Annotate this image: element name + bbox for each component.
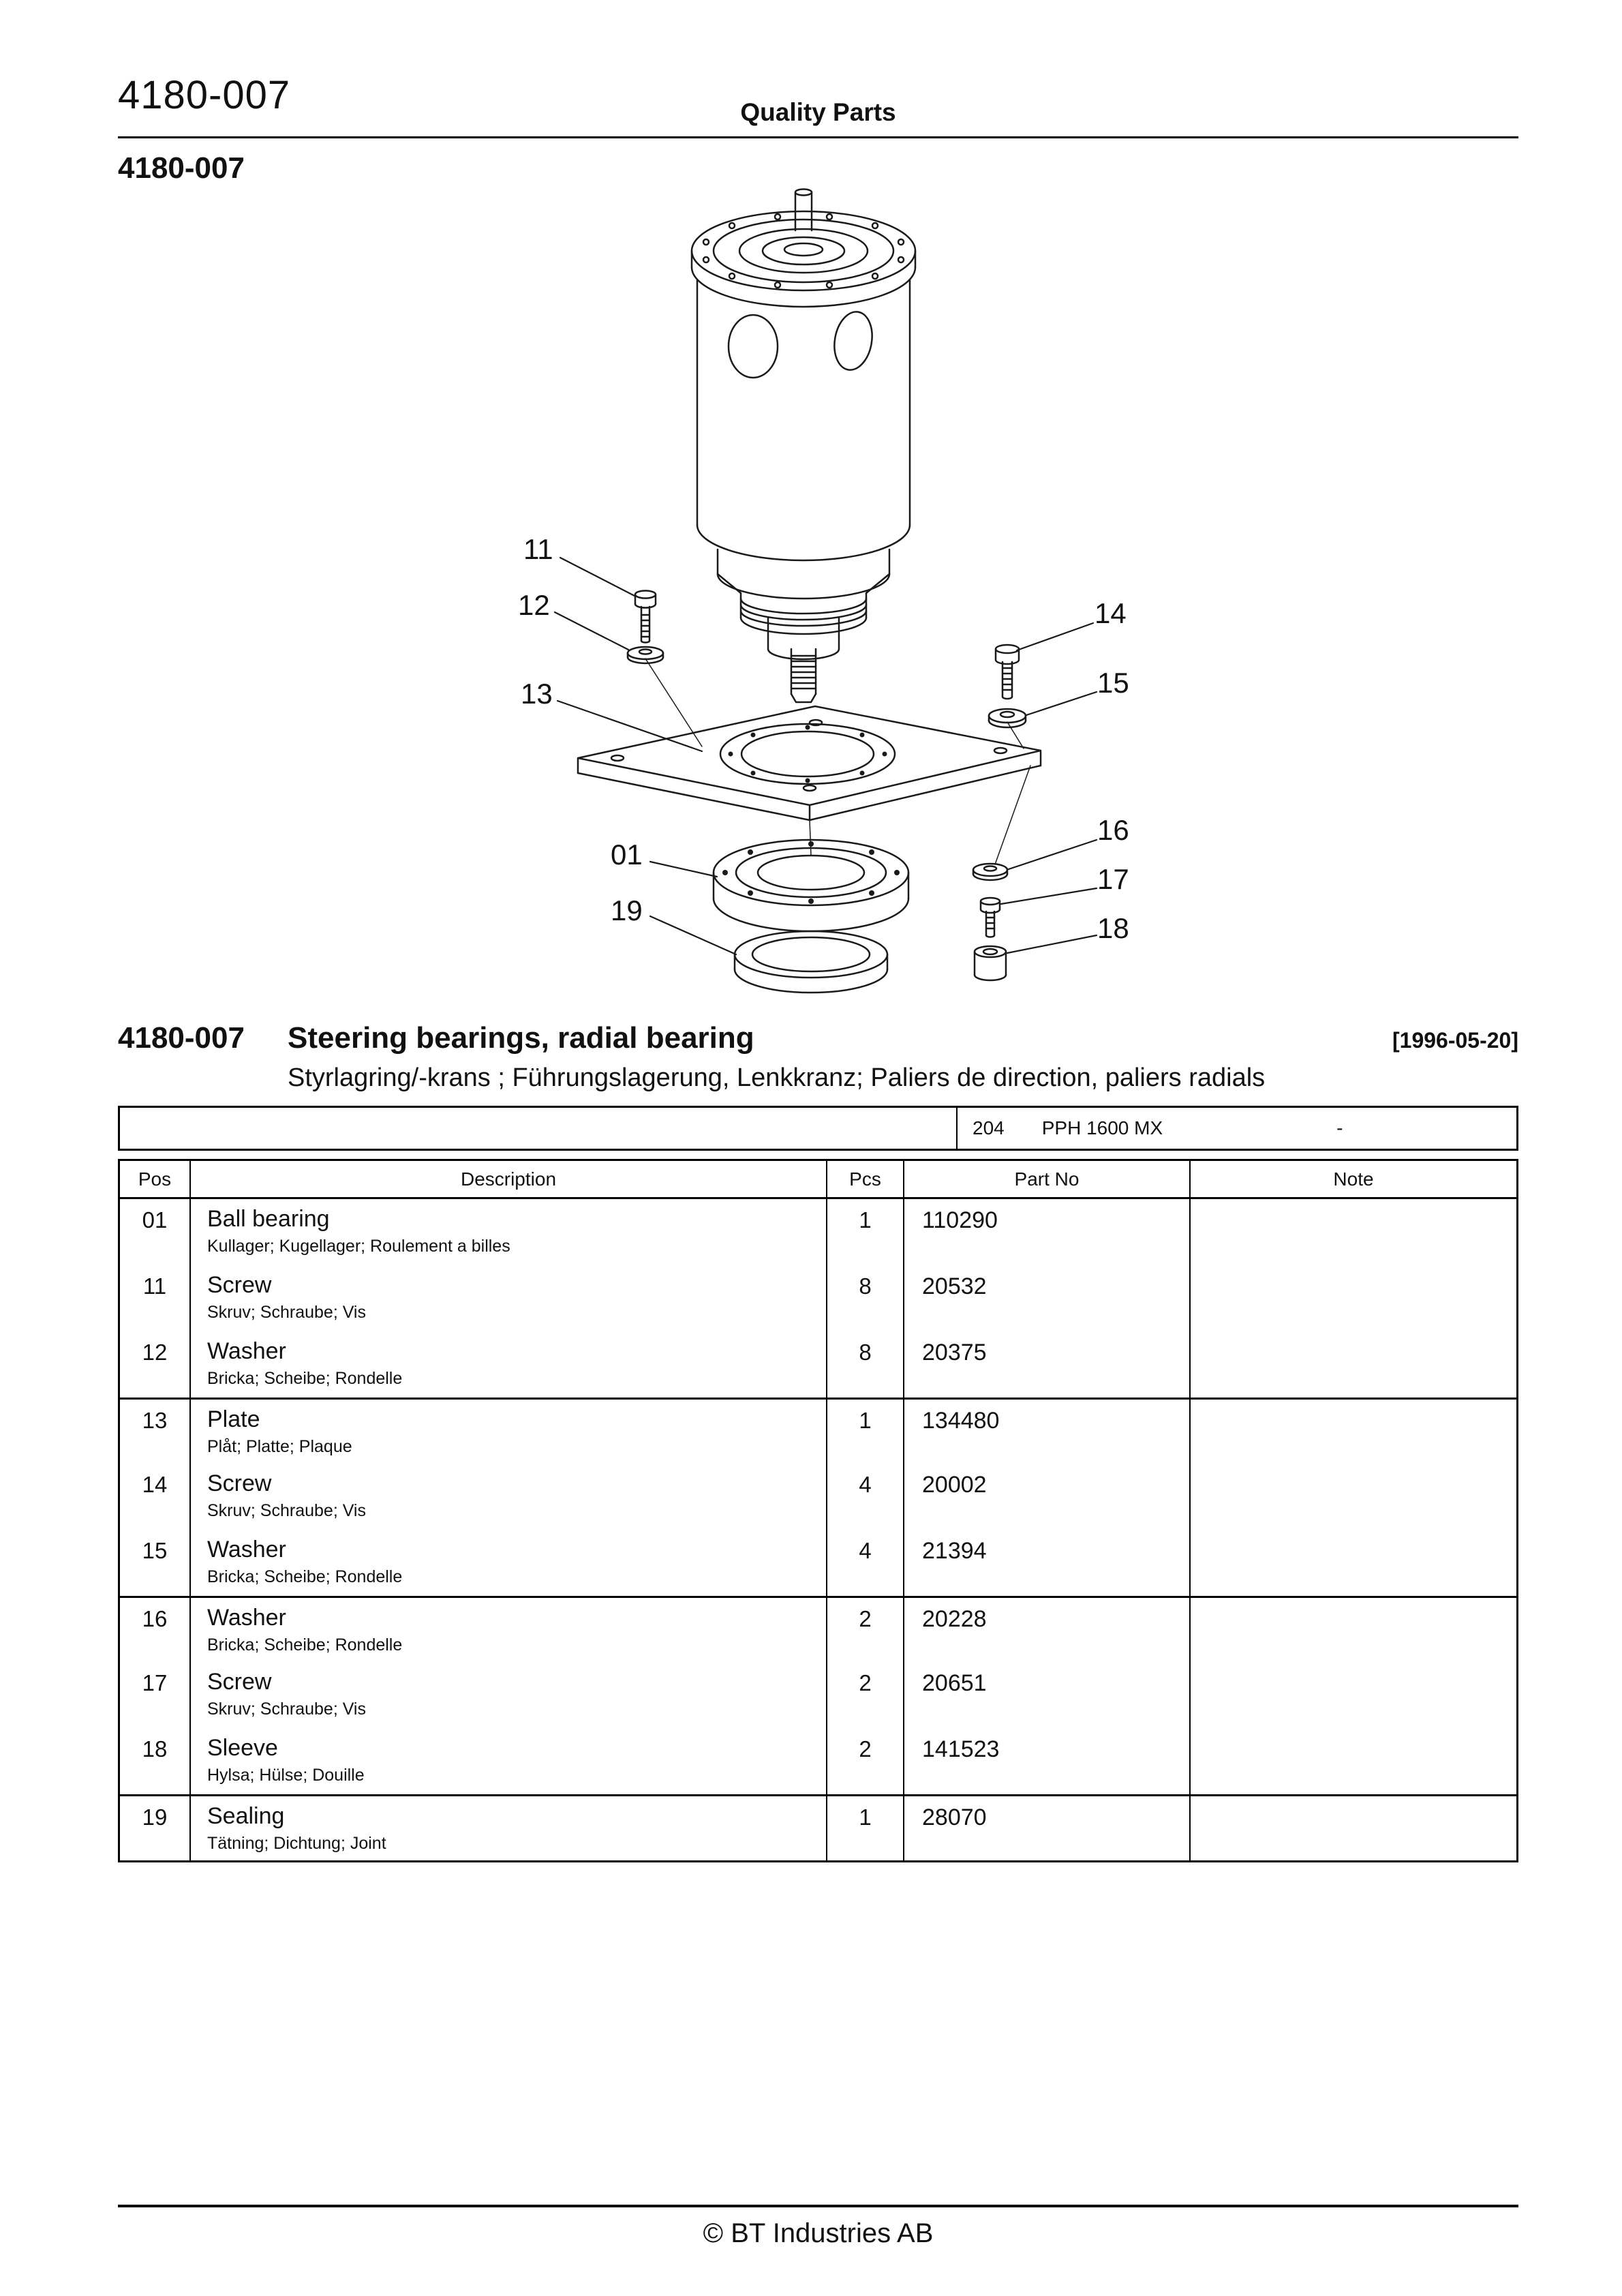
- table-row: [120, 1794, 1516, 1860]
- description-translations: Bricka; Scheibe; Rondelle: [207, 1635, 403, 1655]
- cell-pos: 11: [120, 1265, 191, 1331]
- table-row: [120, 1464, 1516, 1530]
- cell-part-no: 28070: [904, 1796, 1191, 1860]
- cell-pcs: 8: [827, 1331, 904, 1398]
- callout-15: 15: [1097, 667, 1129, 699]
- cell-note: [1191, 1331, 1516, 1398]
- section-title: Steering bearings, radial bearing: [288, 1021, 754, 1055]
- cell-description: [191, 1464, 827, 1530]
- parts-table-body: [120, 1199, 1516, 1860]
- callout-01: 01: [611, 839, 643, 871]
- description-translations: Hylsa; Hülse; Douille: [207, 1766, 365, 1785]
- callout-16: 16: [1097, 814, 1129, 846]
- cell-part-no: 20375: [904, 1331, 1191, 1398]
- callout-12: 12: [518, 589, 550, 621]
- cell-pcs: 4: [827, 1530, 904, 1596]
- screw-17: [981, 898, 1000, 937]
- screw-14: [996, 645, 1019, 699]
- model-row-empty-cell: [120, 1108, 958, 1149]
- cell-note: [1191, 1530, 1516, 1596]
- cell-part-no: 110290: [904, 1199, 1191, 1265]
- description-translations: Skruv; Schraube; Vis: [207, 1700, 366, 1719]
- section-code: 4180-007: [118, 1021, 245, 1055]
- screw-11: [635, 591, 656, 643]
- cell-part-no: 20228: [904, 1598, 1191, 1662]
- table-row: [120, 1596, 1516, 1662]
- cell-pcs: 4: [827, 1464, 904, 1530]
- cell-description: [191, 1598, 827, 1662]
- sleeve-18: [975, 946, 1006, 980]
- cell-pcs: 1: [827, 1199, 904, 1265]
- exploded-diagram: [0, 0, 1622, 1023]
- cell-description: [191, 1796, 827, 1860]
- housing-top-flange: [692, 211, 915, 307]
- section-date: [1996-05-20]: [1392, 1028, 1518, 1053]
- cell-note: [1191, 1598, 1516, 1662]
- threaded-stud: [791, 649, 816, 702]
- cell-pcs: 1: [827, 1796, 904, 1860]
- description-translations: Plåt; Platte; Plaque: [207, 1437, 352, 1456]
- table-row: [120, 1199, 1516, 1265]
- description-main: Sleeve: [207, 1735, 278, 1761]
- description-main: Washer: [207, 1605, 286, 1631]
- callout-18: 18: [1097, 912, 1129, 944]
- cell-description: [191, 1199, 827, 1265]
- cell-description: [191, 1265, 827, 1331]
- cell-pcs: 1: [827, 1400, 904, 1464]
- cell-pcs: 2: [827, 1728, 904, 1794]
- cell-part-no: 20002: [904, 1464, 1191, 1530]
- callout-11: 11: [523, 533, 553, 565]
- description-main: Sealing: [207, 1803, 285, 1829]
- table-row: [120, 1265, 1516, 1331]
- cell-pos: 17: [120, 1662, 191, 1728]
- washer-16: [973, 864, 1007, 880]
- col-header-pos: Pos: [120, 1161, 191, 1197]
- cell-pos: 19: [120, 1796, 191, 1860]
- description-translations: Tätning; Dichtung; Joint: [207, 1834, 386, 1853]
- col-header-part-no: Part No: [904, 1161, 1191, 1197]
- cell-part-no: 134480: [904, 1400, 1191, 1464]
- cell-description: [191, 1331, 827, 1398]
- description-main: Washer: [207, 1537, 286, 1562]
- cell-pcs: 2: [827, 1662, 904, 1728]
- description-main: Ball bearing: [207, 1206, 330, 1232]
- page-subheading: 4180-007: [118, 151, 245, 185]
- description-main: Screw: [207, 1470, 272, 1496]
- description-main: Screw: [207, 1272, 272, 1298]
- col-header-note: Note: [1333, 1168, 1374, 1190]
- cell-pos: 18: [120, 1728, 191, 1794]
- cell-description: [191, 1400, 827, 1464]
- housing-neck: [718, 549, 889, 659]
- cell-part-no: 20651: [904, 1662, 1191, 1728]
- description-translations: Skruv; Schraube; Vis: [207, 1501, 366, 1520]
- sealing-ring: [735, 931, 887, 993]
- cell-part-no: 141523: [904, 1728, 1191, 1794]
- cell-pos: 13: [120, 1400, 191, 1464]
- parts-table: [118, 1159, 1518, 1862]
- cell-note: [1191, 1662, 1516, 1728]
- description-translations: Bricka; Scheibe; Rondelle: [207, 1567, 403, 1586]
- table-row: [120, 1398, 1516, 1464]
- parts-table-header: [120, 1161, 1516, 1199]
- cell-description: [191, 1728, 827, 1794]
- cell-note: [1191, 1199, 1516, 1265]
- description-translations: Kullager; Kugellager; Roulement a billes: [207, 1237, 510, 1256]
- housing-body: [697, 280, 910, 560]
- cell-pos: 12: [120, 1331, 191, 1398]
- model-note: -: [1336, 1117, 1343, 1138]
- col-header-pcs: Pcs: [827, 1161, 904, 1197]
- model-row: [118, 1106, 1518, 1151]
- description-translations: Bricka; Scheibe; Rondelle: [207, 1369, 403, 1388]
- footer-rule: [118, 2205, 1518, 2207]
- cell-note: [1191, 1728, 1516, 1794]
- table-row: [120, 1728, 1516, 1794]
- model-row-cell: [958, 1108, 1516, 1149]
- description-main: Screw: [207, 1669, 272, 1695]
- col-header-description: Description: [191, 1161, 827, 1197]
- model-number: 204: [973, 1117, 1005, 1138]
- footer-copyright: © BT Industries AB: [703, 2218, 934, 2248]
- table-row: [120, 1530, 1516, 1596]
- cell-pos: 15: [120, 1530, 191, 1596]
- cell-pos: 01: [120, 1199, 191, 1265]
- shaft: [795, 190, 812, 231]
- cell-pos: 14: [120, 1464, 191, 1530]
- section-subtitle: Styrlagring/-krans ; Führungslagerung, Lenkkranz; Paliers de direction, paliers radials: [288, 1063, 1266, 1092]
- page-doc-number: 4180-007: [118, 73, 291, 117]
- assembly-lines: [645, 659, 1030, 864]
- page-title: Quality Parts: [740, 98, 896, 126]
- callout-13: 13: [521, 678, 553, 710]
- plate: [578, 706, 1041, 820]
- washer-15: [989, 709, 1026, 727]
- cell-pos: 16: [120, 1598, 191, 1662]
- cell-part-no: 21394: [904, 1530, 1191, 1596]
- description-main: Plate: [207, 1406, 260, 1432]
- model-name: PPH 1600 MX: [1041, 1117, 1163, 1138]
- table-row: [120, 1662, 1516, 1728]
- callout-14: 14: [1095, 597, 1127, 629]
- cell-part-no: 20532: [904, 1265, 1191, 1331]
- cell-note: [1191, 1796, 1516, 1860]
- cell-pcs: 8: [827, 1265, 904, 1331]
- description-main: Washer: [207, 1338, 286, 1364]
- callout-19: 19: [611, 894, 643, 926]
- cell-description: [191, 1530, 827, 1596]
- cell-pcs: 2: [827, 1598, 904, 1662]
- description-translations: Skruv; Schraube; Vis: [207, 1303, 366, 1322]
- washer-12: [628, 647, 663, 663]
- cell-note: [1191, 1400, 1516, 1464]
- table-row: [120, 1331, 1516, 1398]
- cell-description: [191, 1662, 827, 1728]
- cell-note: [1191, 1265, 1516, 1331]
- cell-note: [1191, 1464, 1516, 1530]
- callout-17: 17: [1097, 863, 1129, 895]
